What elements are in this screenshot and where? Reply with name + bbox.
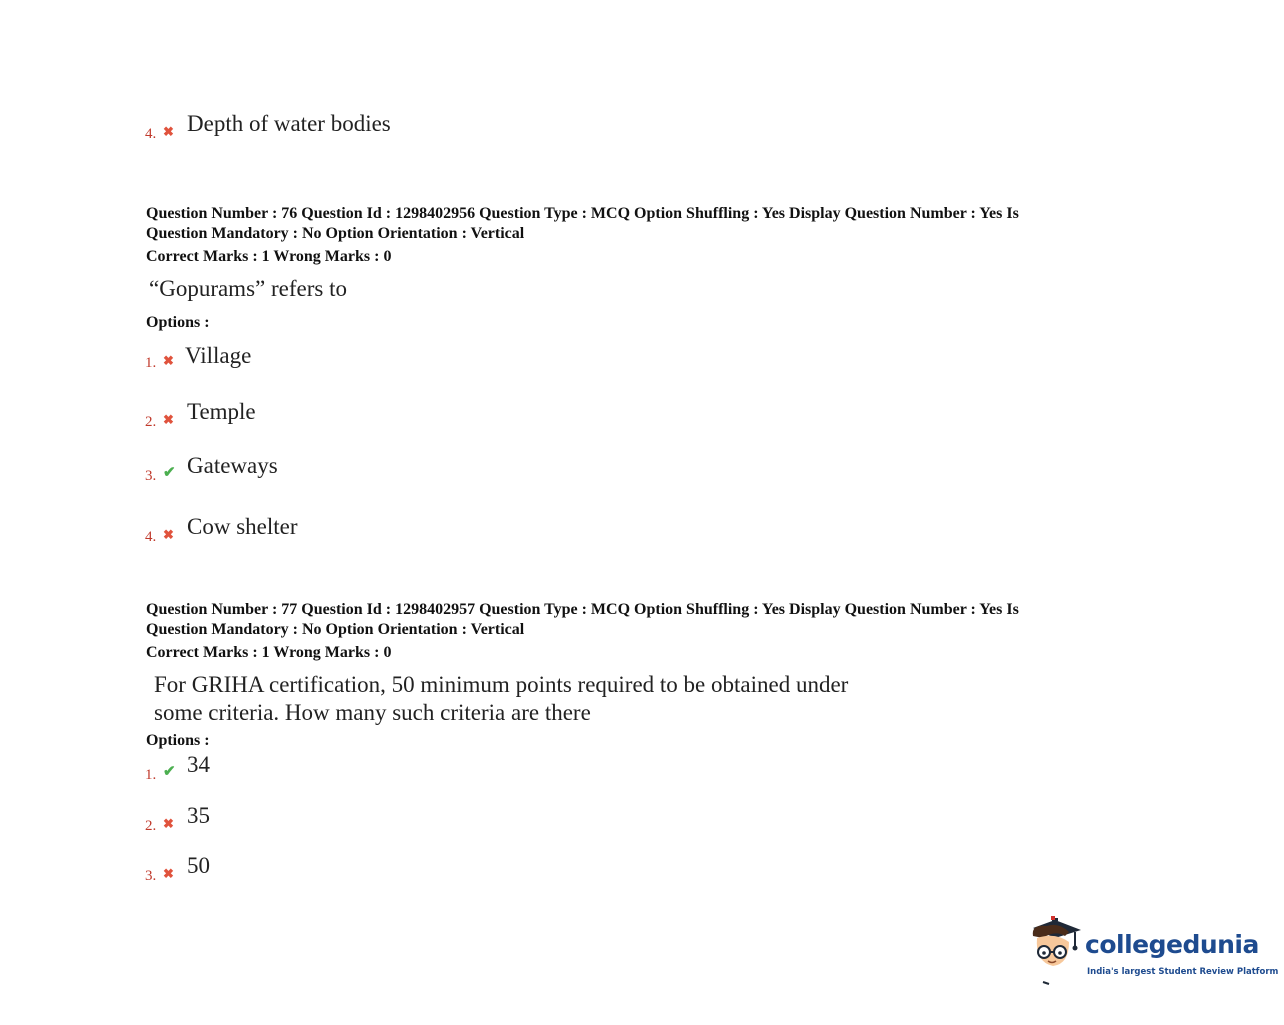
logo-name: collegedunia (1085, 930, 1259, 959)
option-row (145, 855, 445, 885)
question-meta-line: Question Mandatory : No Option Orientation : Vertical (146, 621, 525, 638)
cross-icon: ✖ (163, 816, 174, 831)
option-number: 3. (145, 868, 157, 884)
mascot-icon (1025, 916, 1087, 986)
options-label: Options : (146, 314, 210, 331)
option-text: Depth of water bodies (187, 111, 391, 136)
marks-line: Correct Marks : 1 Wrong Marks : 0 (146, 248, 392, 265)
option-row (145, 113, 545, 143)
option-number: 4. (145, 529, 157, 545)
options-label: Options : (146, 732, 210, 749)
question-text-line: For GRIHA certification, 50 minimum points required to be obtained under (154, 672, 849, 697)
option-row (145, 516, 445, 546)
option-text: Gateways (187, 453, 278, 478)
logo-tagline: India's largest Student Review Platform (1087, 967, 1279, 977)
option-text: 50 (187, 853, 210, 878)
question-text (154, 671, 848, 727)
cross-icon: ✖ (163, 866, 174, 881)
question-meta (146, 204, 1146, 244)
option-number: 2. (145, 818, 157, 834)
option-number: 4. (145, 126, 157, 142)
option-text: Village (185, 343, 252, 368)
question-meta-line: Question Number : 76 Question Id : 1298402956 Question Type : MCQ Option Shuffling : Yes Display Question Number : Yes Is (146, 205, 1019, 222)
option-number: 1. (145, 355, 157, 371)
question-text-line: some criteria. How many such criteria are there (154, 700, 591, 725)
check-icon: ✔ (163, 465, 176, 481)
option-number: 3. (145, 468, 157, 484)
question-meta-line: Question Number : 77 Question Id : 1298402957 Question Type : MCQ Option Shuffling : Yes Display Question Number : Yes Is (146, 601, 1019, 618)
option-row (145, 342, 445, 372)
cross-icon: ✖ (163, 124, 174, 139)
option-number: 2. (145, 414, 157, 430)
collegedunia-logo (1025, 916, 1279, 986)
option-text: Temple (187, 399, 256, 424)
question-meta-line: Question Mandatory : No Option Orientation : Vertical (146, 225, 525, 242)
option-text: 34 (187, 752, 210, 777)
option-row (145, 401, 445, 431)
option-number: 1. (145, 767, 157, 783)
check-icon: ✔ (163, 764, 176, 780)
option-text: 35 (187, 803, 210, 828)
option-row (145, 805, 445, 835)
marks-line: Correct Marks : 1 Wrong Marks : 0 (146, 644, 392, 661)
question-meta (146, 600, 1146, 640)
cross-icon: ✖ (163, 527, 174, 542)
option-row (145, 455, 445, 485)
question-text: “Gopurams” refers to (149, 276, 347, 301)
cross-icon: ✖ (163, 353, 174, 368)
option-text: Cow shelter (187, 514, 298, 539)
cross-icon: ✖ (163, 412, 174, 427)
option-row (145, 754, 445, 784)
